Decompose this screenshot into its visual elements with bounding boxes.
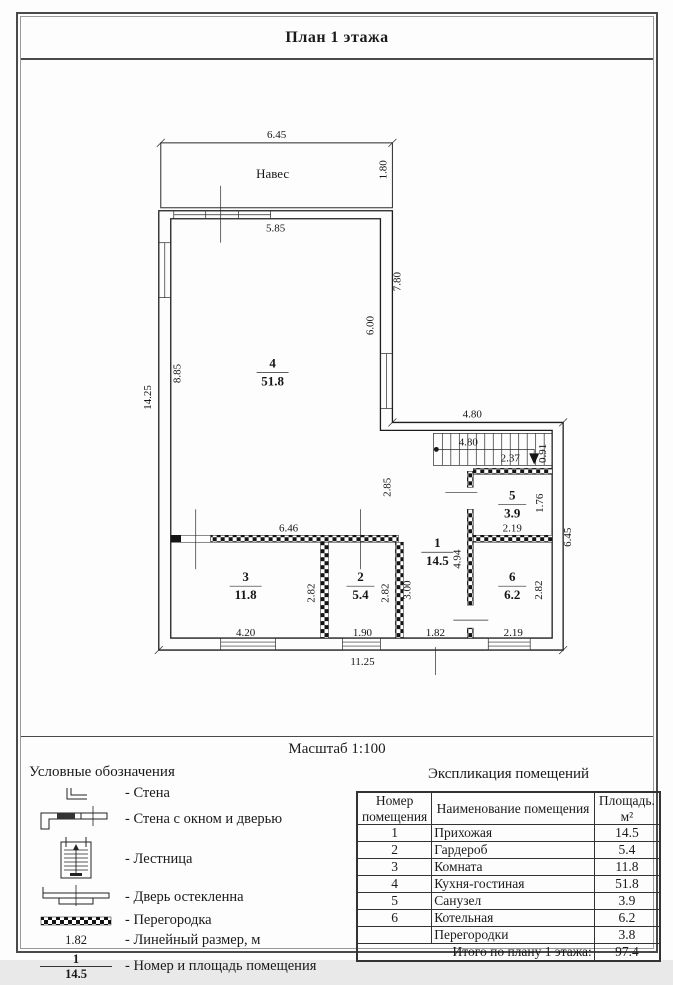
legend-item-linear-dimension: 1.82 - Линейный размер, м [27, 932, 337, 949]
dim-canopy-width: 6.45 [266, 128, 287, 141]
explication [345, 762, 672, 962]
col-header-number: Номер помещения [357, 792, 432, 825]
svg-text:14.5: 14.5 [425, 553, 449, 569]
dim-top-window: 5.85 [265, 222, 286, 235]
legend-item-stairs: - Лестница [27, 836, 337, 882]
table-total-row [357, 944, 660, 962]
col-header-name: Наименование помещения [432, 792, 595, 825]
dim-canopy-depth: 1.80 [377, 160, 390, 180]
legend [27, 762, 337, 985]
window-bottom-room3 [221, 638, 276, 650]
scale-note: Масштаб 1:100 [288, 741, 386, 757]
room-label-2 [346, 569, 374, 602]
dim-hall-top: 2.85 [381, 477, 394, 497]
col-header-area: Площадь. м² [594, 792, 660, 825]
window-top [174, 211, 271, 219]
dim-room5-w: 2.19 [502, 522, 522, 535]
room-label-5 [498, 487, 526, 520]
room-number-icon: $\frac{1}{14.5}$ [27, 952, 125, 982]
canopy-label: Навес [256, 165, 290, 181]
dim-room3-h: 2.82 [305, 583, 318, 603]
dim-entrance-w: 1.82 [425, 627, 445, 640]
room-label-6 [498, 569, 526, 602]
legend-title: Условные обозначения [29, 764, 175, 780]
dim-bottom-total: 11.25 [350, 656, 375, 669]
dim-wing-right: 6.45 [562, 527, 575, 547]
stairs-symbol [433, 433, 552, 465]
sheet-border [16, 12, 658, 982]
explication-title: Экспликация помещений [427, 766, 590, 782]
sheet-inner-border [20, 16, 655, 982]
stairs-icon [27, 836, 125, 882]
table-row: 3 Комната 11.8 [357, 859, 660, 876]
window-bottom-room6 [488, 638, 530, 650]
legend-item-wall: - Стена [27, 785, 337, 802]
dim-room6-w: 2.19 [503, 627, 523, 640]
window-left [159, 243, 171, 298]
svg-text:11.8: 11.8 [234, 587, 257, 603]
svg-text:3.9: 3.9 [504, 505, 521, 521]
page-title: План 1 этажа [285, 28, 389, 46]
floor-plan-drawing [21, 58, 653, 736]
svg-text:4: 4 [269, 355, 276, 371]
room-label-1 [421, 535, 453, 568]
dim-left-total: 14.25 [141, 385, 154, 410]
wall-window-door-icon [27, 805, 125, 833]
wall-icon [27, 786, 125, 802]
svg-text:5.4: 5.4 [352, 587, 369, 603]
dim-room6-h: 2.82 [533, 580, 546, 600]
dim-stairs-run: 2.37 [500, 452, 520, 465]
table-header-row [357, 792, 660, 825]
svg-text:3: 3 [242, 569, 249, 585]
legend-item-room-number: $\frac{1}{14.5}$ - Номер и площадь помещения [27, 952, 337, 982]
dim-room3-w: 4.20 [236, 627, 256, 640]
table-row: 2 Гардероб 5.4 [357, 842, 660, 859]
table-row: 5 Санузел 3.9 [357, 893, 660, 910]
sheet-title [21, 17, 653, 60]
total-label: Итого по плану 1 этажа: [357, 944, 594, 962]
room-label-3 [230, 569, 262, 602]
dim-rooms-top: 6.46 [278, 522, 299, 535]
dim-left-inner: 8.85 [171, 363, 184, 384]
legend-item-wall-window-door: - Стена с окном и дверью [27, 805, 337, 833]
dim-room2-w: 1.90 [352, 627, 373, 640]
dim-hall-low: 3.00 [401, 580, 414, 600]
svg-text:6.2: 6.2 [504, 587, 521, 603]
dim-right-upper: 7.80 [391, 272, 404, 292]
glazed-door-icon [27, 885, 125, 909]
dim-right-inner: 6.00 [364, 315, 377, 336]
partition-walls [171, 468, 552, 638]
partition-icon [27, 916, 125, 926]
window-right-upper [380, 354, 392, 409]
explication-table [356, 791, 661, 962]
table-row: 1 Прихожая 14.5 [357, 825, 660, 842]
svg-text:1: 1 [434, 535, 441, 551]
legend-item-partition: - Перегородка [27, 912, 337, 929]
svg-text:51.8: 51.8 [261, 373, 284, 389]
window-bottom-room2 [342, 638, 380, 650]
svg-text:6: 6 [508, 569, 516, 585]
dim-landing: 0.91 [537, 443, 550, 463]
svg-text:2: 2 [357, 569, 364, 585]
dim-hall-mid: 4.94 [451, 549, 464, 569]
linear-dimension-icon: 1.82 [65, 933, 87, 947]
dim-room2-h: 2.82 [379, 583, 392, 603]
room-label-4 [257, 356, 289, 389]
dim-stairs-width: 4.80 [458, 436, 478, 449]
legend-item-glazed-door: - Дверь остекленна [27, 885, 337, 909]
dim-wing-top: 4.80 [462, 408, 482, 421]
plan-separator [21, 736, 653, 737]
table-row: 6 Котельная 6.2 [357, 910, 660, 927]
total-value: 97.4 [594, 944, 660, 962]
table-row: 4 Кухня-гостиная 51.8 [357, 876, 660, 893]
table-row: Перегородки 3.8 [357, 927, 660, 944]
dim-room5-h: 1.76 [534, 493, 547, 513]
svg-text:5: 5 [508, 487, 516, 503]
